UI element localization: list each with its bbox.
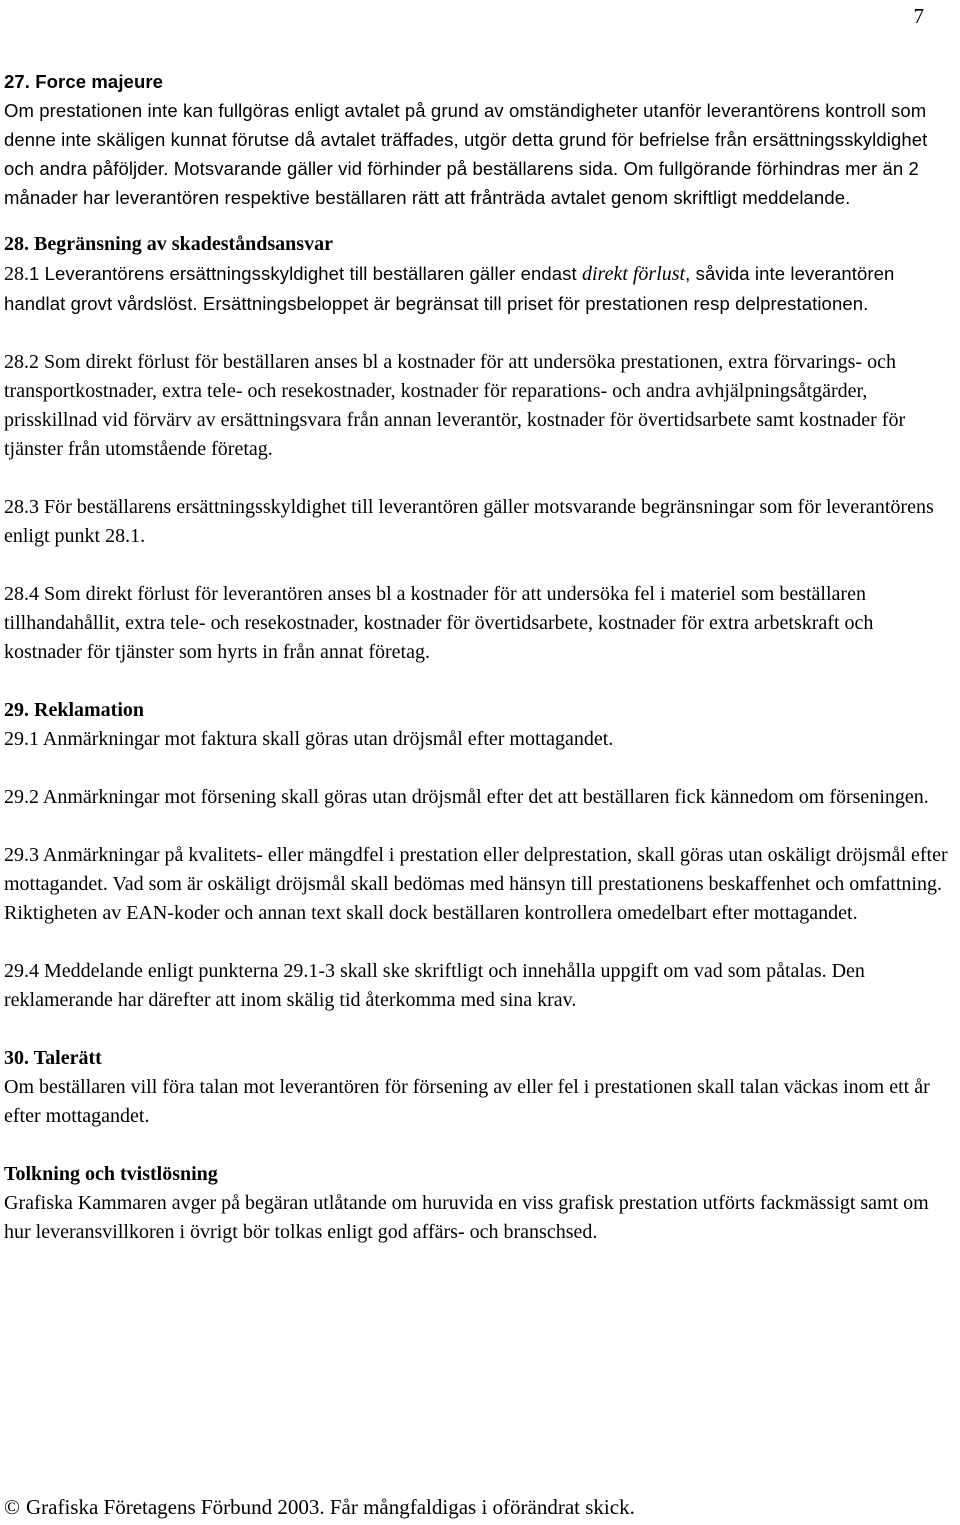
section-tolkning-title: Tolkning och tvistlösning [4,1163,218,1185]
section-27-title: 27. Force majeure [4,71,164,92]
section-27-paragraph-2: Motsvarande gäller vid förhinder på beställarens sida. Om fullgörande förhindras mer än 2 månader har leverantören respektive beställaren rätt att frånträda avtalet genom skriftligt meddelande. [4,158,919,208]
section-28-3: 28.3 För beställarens ersättningsskyldighet till leverantören gäller motsvarande begränsningar som för leverantörens enligt punkt 28.1. [4,496,934,547]
section-29 [4,696,956,1015]
section-tolkning-1: Grafiska Kammaren avger på begäran utlåtande om huruvida en viss grafisk prestation utförts fackmässigt samt om hur leveransvillkoren i övrigt bör tolkas enligt god affärs- och branschsed. [4,1192,929,1243]
section-27-paragraph-1: Om prestationen inte kan fullgöras enligt avtalet på grund av omständigheter utanför leverantörens kontroll som denne inte skäligen kunnat förutse då avtalet träffades, utgör detta grund för befrielse från ersättningsskyldighet och andra påföljder. [4,100,928,179]
section-28-title: 28. Begränsning av skadeståndsansvar [4,233,333,255]
footer-text: Grafiska Företagens Förbund 2003. Får mångfaldigas i oförändrat skick. [25,1495,635,1519]
section-28-2: 28.2 Som direkt förlust för beställaren anses bl a kostnader för att undersöka prestationen, extra förvarings- och transportkostnader, extra tele- och resekostnader, kostnader för reparations- och andra avhjälpningsåtgärder, prisskillnad vid förvärv av ersättningsvara från annan leverantör, kostnader för övertidsarbete samt kostnader för tjänster från utomstående företag. [4,351,906,460]
section-30-1: Om beställaren vill föra talan mot leverantören för försening av eller fel i prestationen skall talan väckas inom ett år efter mottagandet. [4,1076,930,1127]
section-29-4: 29.4 Meddelande enligt punkterna 29.1-3 skall ske skriftligt och innehålla uppgift om vad som påtalas. Den reklamerande har därefter att inom skälig tid återkomma med sina krav. [4,960,865,1011]
section-30-title: 30. Talerätt [4,1047,102,1069]
section-28-4: 28.4 Som direkt förlust för leverantören anses bl a kostnader för att undersöka fel i materiel som beställaren tillhandahållit, extra tele- och resekostnader, kostnader för övertidsarbete, kostnader för extra arbetskraft och kostnader för tjänster som hyrts in från annat företag. [4,583,874,663]
section-29-2: 29.2 Anmärkningar mot försening skall göras utan dröjsmål efter det att beställaren fick kännedom om förseningen. [4,786,929,808]
copyright-icon: © [4,1495,20,1519]
section-tolkning [4,1160,956,1247]
section-29-1: 29.1 Anmärkningar mot faktura skall göras utan dröjsmål efter mottagandet. [4,728,614,750]
section-27 [4,67,956,212]
section-28-1: 28.1 Leverantörens ersättningsskyldighet till beställaren gäller endast direkt förlust, såvida inte leverantören handlat grovt vårdslöst. Ersättningsbeloppet är begränsat till priset för prestationen resp delprestationen. [4,263,895,314]
section-29-title: 29. Reklamation [4,699,144,721]
section-30 [4,1044,956,1131]
section-28 [4,230,956,667]
document-body [4,67,956,1247]
page-number: 7 [913,4,924,28]
direkt-forlust-emphasis: direkt förlust [581,263,686,285]
section-29-3: 29.3 Anmärkningar på kvalitets- eller mängdfel i prestation eller delprestation, skall göras utan oskäligt dröjsmål efter mottagandet. Vad som är oskäligt dröjsmål skall bedömas med hänsyn till prestationens beskaffenhet och omfattning. Riktigheten av EAN-koder och annan text skall dock beställaren kontrollera omedelbart efter mottagandet. [4,844,948,924]
footer-copyright [4,1493,635,1522]
